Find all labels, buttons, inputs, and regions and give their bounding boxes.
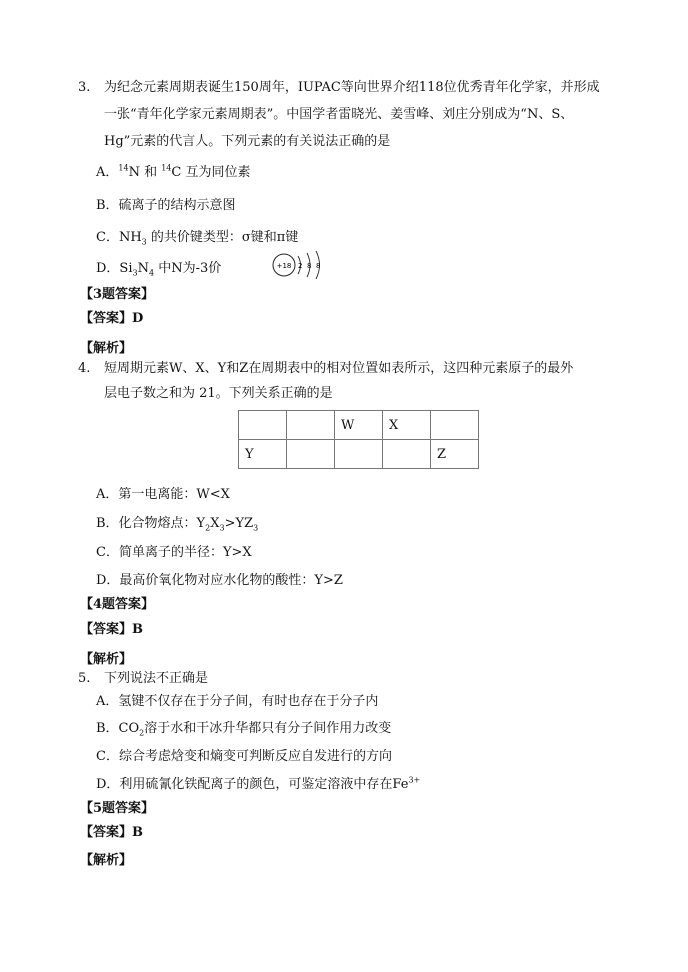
q5-option-b: B．$CO_2$溶于水和干冰升华都只有分子间作用力改变	[96, 721, 392, 738]
q5-analysis: 【解析】	[80, 853, 133, 868]
q4-stem-line2: 层电子数之和为 21。下列关系正确的是	[104, 386, 333, 401]
table-cell	[335, 440, 383, 469]
q5-answer-heading: 【5题答案】	[80, 801, 155, 816]
table-row	[239, 411, 479, 440]
q5-answer: 【答案】B	[80, 825, 143, 840]
q3-answer: 【答案】D	[80, 311, 144, 326]
table-cell	[287, 411, 335, 440]
shell-2-count: 8	[307, 262, 312, 270]
table-cell	[287, 440, 335, 469]
q4-analysis: 【解析】	[80, 652, 133, 667]
q4-answer: 【答案】B	[80, 622, 143, 637]
q4-number: 4.	[78, 361, 91, 376]
q4-stem-line1: 短周期元素W、X、Y和Z在周期表中的相对位置如表所示，这四种元素原子的最外	[104, 361, 574, 376]
shell-3-count: 8	[316, 262, 321, 270]
q4-option-a: A．第一电离能：W<X	[96, 487, 230, 502]
q3-option-b: B．硫离子的结构示意图	[96, 198, 236, 213]
q5-number: 5.	[78, 671, 91, 686]
shell-1-count: 2	[298, 262, 303, 270]
q5-stem: 下列说法不正确是	[104, 671, 209, 686]
q3-option-a: A．$^{14}$N 和 $^{14}$C 互为同位素	[96, 163, 251, 180]
q3-stem-line3: Hg”元素的代言人。下列元素的有关说法正确的是	[104, 134, 391, 149]
table-cell: Z	[431, 440, 479, 469]
table-cell: Y	[239, 440, 287, 469]
table-cell: X	[383, 411, 431, 440]
table-cell	[383, 440, 431, 469]
q3-answer-heading: 【3题答案】	[80, 287, 155, 302]
q4-answer-heading: 【4题答案】	[80, 597, 155, 612]
q3-option-d: D．$Si_3N_4$ 中N为-3价	[96, 261, 222, 278]
table-cell	[431, 411, 479, 440]
q4-option-c: C．简单离子的半径：Y>X	[96, 545, 252, 560]
q3-stem-line1: 为纪念元素周期表诞生150周年，IUPAC等向世界介绍118位优秀青年化学家，并形成	[104, 80, 600, 95]
sulfide-ion-structure-diagram	[268, 248, 332, 282]
q4-option-b: B．化合物熔点：$Y_2X_3>YZ_3$	[96, 516, 259, 533]
table-cell	[239, 411, 287, 440]
table-row	[239, 440, 479, 469]
q3-analysis: 【解析】	[80, 341, 133, 356]
q5-option-a: A．氢键不仅存在于分子间，有时也存在于分子内	[96, 694, 379, 709]
q3-number: 3.	[78, 80, 91, 95]
q5-option-c: C．综合考虑焓变和熵变可判断反应自发进行的方向	[96, 749, 392, 764]
table-cell: W	[335, 411, 383, 440]
q3-stem-line2: 一张“青年化学家元素周期表”。中国学者雷晓光、姜雪峰、刘庄分别成为“N、S、	[104, 107, 574, 122]
q3-option-c: C．$NH_3$ 的共价键类型：σ键和π键	[96, 230, 299, 247]
nucleus-charge: +18	[276, 262, 292, 270]
periodic-position-table	[238, 410, 479, 469]
q5-option-d: D．利用硫氰化铁配离子的颜色，可鉴定溶液中存在$Fe^{3+}$	[96, 775, 421, 792]
q4-option-d: D．最高价氧化物对应水化物的酸性：Y>Z	[96, 573, 343, 588]
